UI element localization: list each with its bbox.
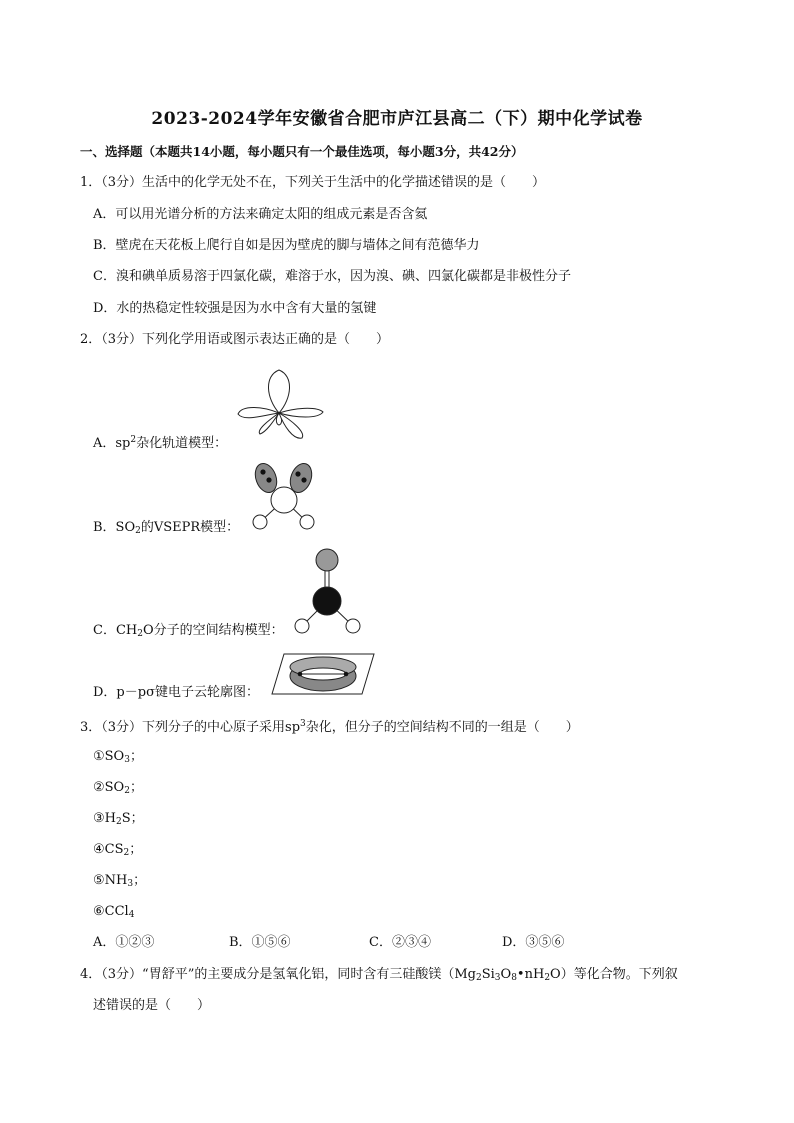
q2-stem: 2．（3分）下列化学用语或图示表达正确的是（ ）	[80, 332, 390, 347]
q4-text: Si	[481, 967, 495, 982]
q2-b-sub: 2	[135, 526, 141, 536]
q3-item-sub: 3	[124, 755, 130, 765]
q4-sub: 2	[544, 973, 551, 983]
q2-option-d: D．p－pσ键电子云轮廓图：	[93, 685, 259, 700]
q3-item-1	[93, 748, 143, 769]
q4-text: O	[500, 967, 512, 982]
p-p-sigma-cloud-figure	[270, 652, 376, 696]
ch2o-structure-model-figure	[292, 548, 362, 636]
q3-item-post: ；	[129, 749, 143, 764]
q1-option-a: A．可以用光谱分析的方法来确定太阳的组成元素是否含氦	[93, 207, 428, 222]
q3-item-6	[93, 903, 134, 924]
page-title: 2023-2024学年安徽省合肥市庐江县高二（下）期中化学试卷	[151, 109, 643, 129]
q3-stem-text: 3．（3分）下列分子的中心原子采用sp	[80, 720, 301, 735]
q3-item-text: ②SO	[93, 780, 125, 795]
q2-a-text-post: 杂化轨道模型：	[136, 436, 228, 451]
q4-sub: 3	[494, 973, 501, 983]
q1-option-b: B．壁虎在天花板上爬行自如是因为壁虎的脚与墙体之间有范德华力	[93, 238, 480, 253]
q2-a-text: A．sp	[93, 436, 131, 451]
q2-b-text: B．SO	[93, 520, 136, 535]
q2-option-a	[93, 431, 227, 453]
q3-stem-sup: 3	[300, 719, 306, 729]
so2-vsepr-model-figure	[248, 460, 318, 535]
q3-item-post: ；	[129, 780, 143, 795]
q3-stem	[80, 715, 579, 737]
q3-item-text: ③H	[93, 811, 116, 826]
q3-item-sub: 2	[116, 817, 122, 827]
q1-stem: 1．（3分）生活中的化学无处不在，下列关于生活中的化学描述错误的是（ ）	[80, 175, 546, 190]
q2-c-text-post: O分子的空间结构模型：	[142, 623, 284, 638]
q3-item-sub: 2	[123, 848, 130, 858]
q4-stem-line1	[80, 966, 678, 987]
q3-option-a: A．①②③	[93, 935, 155, 950]
q2-a-sup: 2	[130, 435, 137, 445]
q3-option-c: C．②③④	[369, 935, 431, 950]
q4-text: 4．（3分）“胃舒平”的主要成分是氢氧化铝，同时含有三硅酸镁（Mg	[80, 967, 476, 982]
section-heading: 一、选择题（本题共14小题，每小题只有一个最佳选项，每小题3分，共42分）	[80, 144, 524, 159]
q2-b-text-post: 的VSEPR模型：	[140, 520, 240, 535]
q1-option-c: C．溴和碘单质易溶于四氯化碳，难溶于水，因为溴、碘、四氯化碳都是非极性分子	[93, 269, 571, 284]
q3-option-d: D．③⑤⑥	[502, 935, 565, 950]
q3-item-sub: 4	[128, 910, 135, 920]
q3-item-text: ④CS	[93, 842, 124, 857]
q4-stem-line2: 述错误的是（ ）	[93, 998, 211, 1013]
q3-item-post: ；	[133, 873, 147, 888]
q4-sub: 8	[511, 973, 517, 983]
q4-text: •nH	[516, 967, 545, 982]
q2-option-b	[93, 519, 239, 540]
q3-item-2	[93, 779, 143, 800]
q2-c-text: C．CH	[93, 623, 138, 638]
q2-c-sub: 2	[137, 629, 143, 639]
q4-text: O）等化合物。下列叙	[550, 967, 678, 982]
q1-option-d: D．水的热稳定性较强是因为水中含有大量的氢键	[93, 301, 377, 316]
q3-item-5	[93, 872, 146, 893]
q4-sub: 2	[475, 973, 482, 983]
q3-item-4	[93, 841, 142, 862]
q3-item-3	[93, 810, 144, 831]
q3-item-post: ；	[129, 842, 143, 857]
q3-item-text: ⑥CCl	[93, 904, 129, 919]
q3-item-text: ⑤NH	[93, 873, 128, 888]
q3-item-sub: 3	[127, 879, 134, 889]
q3-item-sub: 2	[124, 786, 130, 796]
q3-item-text: ①SO	[93, 749, 125, 764]
q3-option-b: B．①⑤⑥	[229, 935, 291, 950]
sp2-orbital-model-figure	[236, 368, 326, 438]
q3-stem-text-post: 杂化，但分子的空间结构不同的一组是（ ）	[305, 720, 579, 735]
q2-option-c	[93, 622, 284, 643]
q3-item-post: S；	[121, 811, 144, 826]
